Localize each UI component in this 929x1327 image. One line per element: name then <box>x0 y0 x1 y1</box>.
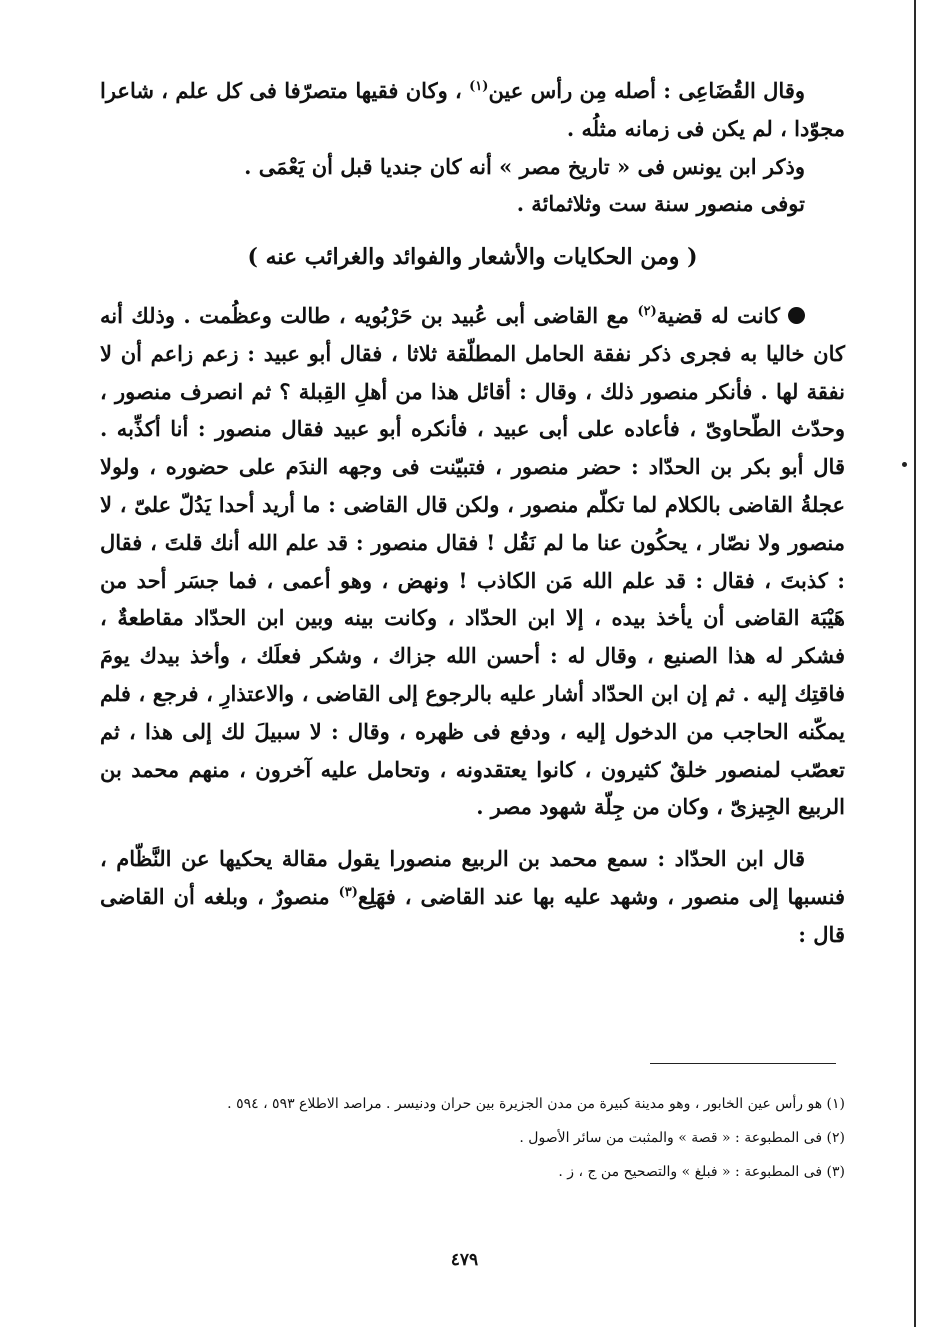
black-circle-bullet-icon <box>788 307 805 324</box>
last-paragraph-text: قال ابن الحدّاد : سمع محمد بن الربيع منصورا يقول مقالة يحكيها عن النَّظّام ، فنسبها إلى منصور ، وشهد عليه بها عند القاضى ، فهَلِع <box>100 846 846 909</box>
last-paragraph-rest: منصورٌ ، وبلغه أن القاضى قال : <box>100 883 845 947</box>
page-number: ٤٧٩ <box>450 1250 479 1270</box>
footnote-ref-3: (٣) <box>338 884 358 900</box>
story-text: مع القاضى أبى عُبيد بن حَرْبُويه ، طالت وعظُمت . وذلك أنه كان خاليا به فجرى ذكر نفقة الحامل المطلّقة ثلاثا ، فقال أبو عبيد : زعم زاعم أن لا نفقة لها . فأنكر منصور ذلك ، وقال : أقائل هذا من أهلِ القِبلة ؟ ثم انصرف منصور ، وحدّث الطّحاوىّ ، فأعاده على أبى عبيد ، فأنكره أبو عبيد فقال منصور : أنا أكذِّبه . قال أبو بكر بن الحدّاد : حضر منصور ، فتبيّنت فى وجهه الندَم على حضوره ، ولولا عجلةُ القاضى بالكلام لما تكلّم منصور ، ولكن قال القاضى : ما أريد أحدا يَدُلّ علىّ ، لا منصور ولا نصّار ، يحكُون عنا ما لم نَقُل ! فقال منصور : قد علم الله أنك قلتَ ، فقال : كذبتَ ، فقال : قد علم الله مَن الكاذب ! ونهض ، وهو أعمى ، فما جسَر أحد من هَيْبَة القاضى أن يأخذ بيده ، إلا ابن الحدّاد ، وكانت بينه وبين ابن الحدّاد مقاطعةٌ ، فشكر له هذا الصنيع ، وقال له : أحسن الله جزاك ، وشكر فعلَك ، وأخذ بيدك يومَ فاقتِك إليه . ثم إن ابن الحدّاد أشار عليه بالرجوع إلى القاضى ، والاعتذارِ ، فرجع ، فلم يمكّنه الحاجب من الدخول إليه ، ودفع فى ظهره ، وقال : لا سبيلَ لك إلى هذا ، ثم تعصّب لمنصور خلقٌ كثيرون ، كانوا يعتقدونه ، وتحامل عليه آخرون ، منهم محمد بن الربيع الجِيزىّ ، وكان من جِلّة شهود مصر . <box>100 302 845 820</box>
paragraph-death: توفى منصور سنة ست وثلاثمائة . <box>516 191 805 217</box>
footnotes <box>110 1092 845 1194</box>
main-text <box>100 72 845 954</box>
footnote-1: (١) هو رأس عين الخابور ، وهو مدينة كبيرة من مدن الجزيرة بين حران ودنيسر . مراصد الاطلاع ٥٩٣ ، ٥٩٤ . <box>227 1096 845 1112</box>
paragraph-ibn-yunus: وذكر ابن يونس فى « تاريخ مصر » أنه كان جنديا قبل أن يَعْمَى . <box>244 153 805 179</box>
footnote-ref-1: (١) <box>469 79 489 94</box>
qudai-rest: ، وكان فقيها متصرّفا فى كل علم ، شاعرا مجوّدا ، لم يكن فى زمانه مثلُه . <box>100 78 845 141</box>
paragraph-qudai <box>100 72 845 148</box>
footnote-divider <box>650 1063 836 1064</box>
paragraph-story <box>100 297 845 826</box>
footnote-2: (٢) فى المطبوعة : « قصة » والمثبت من سائر الأصول . <box>519 1130 845 1146</box>
margin-dot <box>902 462 907 467</box>
qudai-text: وقال القُضَاعِى : أصله مِن رأس عين <box>488 78 806 103</box>
paragraph-ibn-haddad <box>100 840 845 953</box>
footnote-3: (٣) فى المطبوعة : « فبلغ » والتصحيح من ج ، ز . <box>558 1164 845 1180</box>
footnote-ref-2: (٢) <box>637 303 657 319</box>
page-edge-line <box>914 0 916 1327</box>
story-lead: كانت له قضية <box>656 302 780 328</box>
section-heading: ( ومن الحكايات والأشعار والفوائد والغرائب عنه ) <box>247 244 698 271</box>
